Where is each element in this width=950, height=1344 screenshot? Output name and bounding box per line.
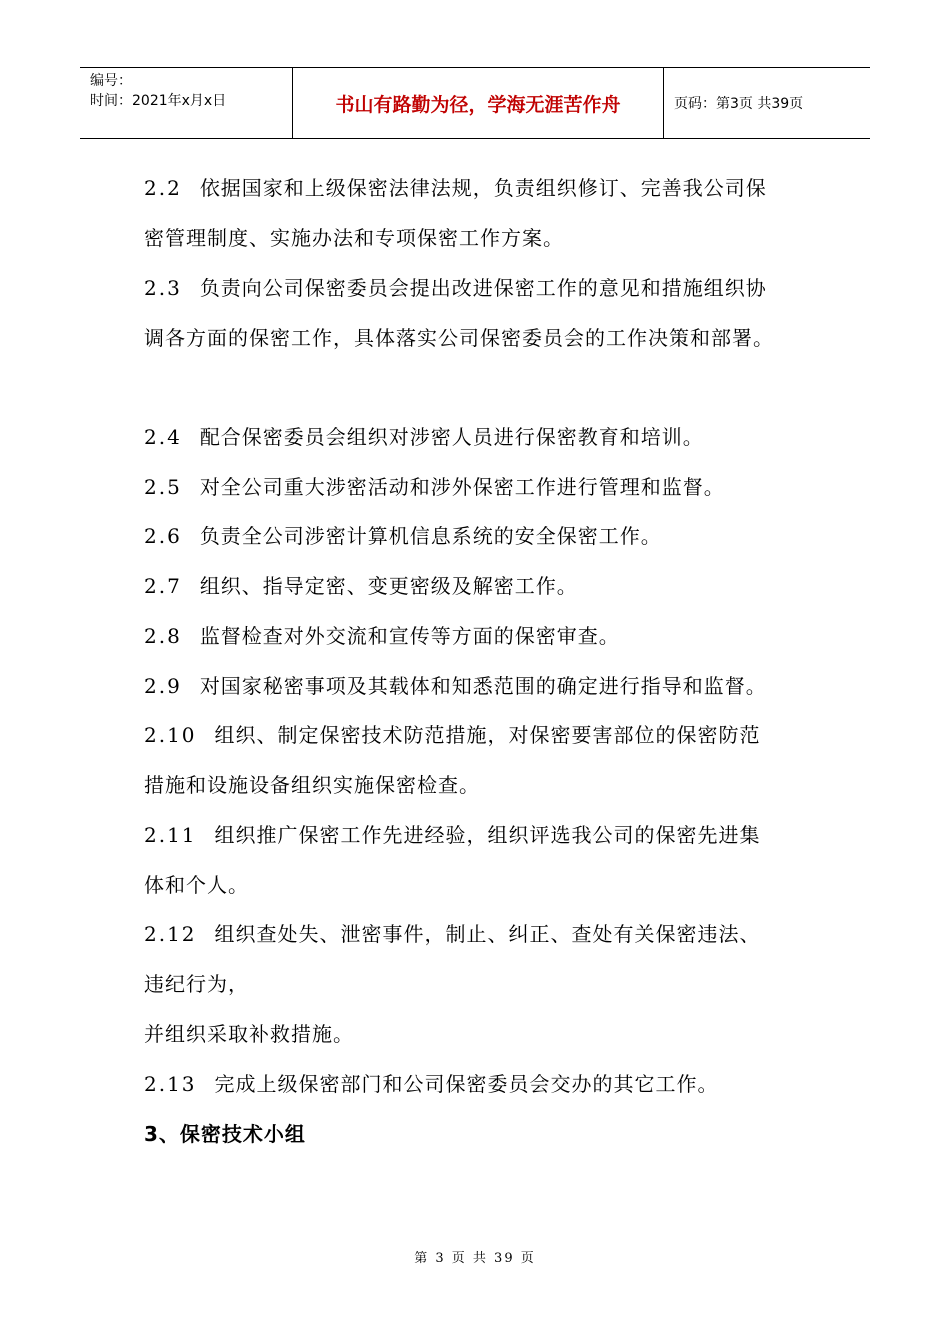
header-motto: 书山有路勤为径，学海无涯苦作舟 (293, 68, 664, 138)
clause-number: 2.11 (144, 823, 197, 847)
document-date: 时间：2021年x月x日 (90, 93, 227, 109)
body-line (144, 520, 662, 549)
clause-text: 措施和设施设备组织实施保密检查。 (144, 773, 480, 797)
clause-text: 负责向公司保密委员会提出改进保密工作的意见和措施组织协 (199, 276, 767, 300)
body-line (144, 719, 761, 748)
body-line (144, 819, 761, 848)
header-table (80, 67, 870, 139)
body-line (144, 918, 761, 947)
body-line (144, 272, 767, 301)
section-heading: 3、保密技术小组 (144, 1122, 306, 1146)
header-page-info: 页码：第3页 共39页 (674, 96, 804, 112)
clause-number: 2.3 (144, 276, 182, 300)
body-line (144, 1068, 719, 1097)
clause-number: 2.9 (144, 674, 182, 698)
body-line (144, 222, 564, 251)
body-line (144, 769, 480, 798)
body-line (144, 1018, 354, 1047)
clause-text: 监督检查对外交流和宣传等方面的保密审查。 (199, 624, 620, 648)
clause-number: 2.12 (144, 922, 197, 946)
body-line (144, 968, 249, 997)
body-line (144, 620, 620, 649)
clause-text: 对全公司重大涉密活动和涉外保密工作进行管理和监督。 (199, 475, 725, 499)
clause-text: 体和个人。 (144, 873, 249, 897)
clause-number: 2.5 (144, 475, 182, 499)
clause-number: 2.4 (144, 425, 182, 449)
body-line (144, 570, 578, 599)
clause-text: 依据国家和上级保密法律法规，负责组织修订、完善我公司保 (199, 176, 767, 200)
clause-number: 2.8 (144, 624, 182, 648)
clause-text: 组织、制定保密技术防范措施，对保密要害部位的保密防范 (214, 723, 761, 747)
body-line (144, 421, 704, 450)
header-meta-cell (80, 68, 293, 138)
clause-number: 2.7 (144, 574, 182, 598)
clause-text: 负责全公司涉密计算机信息系统的安全保密工作。 (199, 524, 662, 548)
clause-text: 违纪行为， (144, 972, 249, 996)
clause-text: 调各方面的保密工作，具体落实公司保密委员会的工作决策和部署。 (144, 326, 774, 350)
clause-text: 配合保密委员会组织对涉密人员进行保密教育和培训。 (199, 425, 704, 449)
body-line (144, 869, 249, 898)
clause-text: 并组织采取补救措施。 (144, 1022, 354, 1046)
body-line (144, 670, 767, 699)
body-line (144, 471, 725, 500)
clause-number: 2.13 (144, 1072, 197, 1096)
clause-text: 密管理制度、实施办法和专项保密工作方案。 (144, 226, 564, 250)
clause-text: 组织查处失、泄密事件，制止、纠正、查处有关保密违法、 (214, 922, 761, 946)
clause-number: 2.2 (144, 176, 182, 200)
page-footer: 第 3 页 共 39 页 (414, 1251, 536, 1266)
clause-text: 完成上级保密部门和公司保密委员会交办的其它工作。 (214, 1072, 719, 1096)
body-line (144, 322, 774, 351)
document-number-label: 编号： (90, 73, 132, 89)
clause-text: 组织、指导定密、变更密级及解密工作。 (199, 574, 578, 598)
clause-text: 组织推广保密工作先进经验，组织评选我公司的保密先进集 (214, 823, 761, 847)
clause-number: 2.6 (144, 524, 182, 548)
body-line (144, 172, 767, 201)
clause-text: 对国家秘密事项及其载体和知悉范围的确定进行指导和监督。 (199, 674, 767, 698)
clause-number: 2.10 (144, 723, 197, 747)
